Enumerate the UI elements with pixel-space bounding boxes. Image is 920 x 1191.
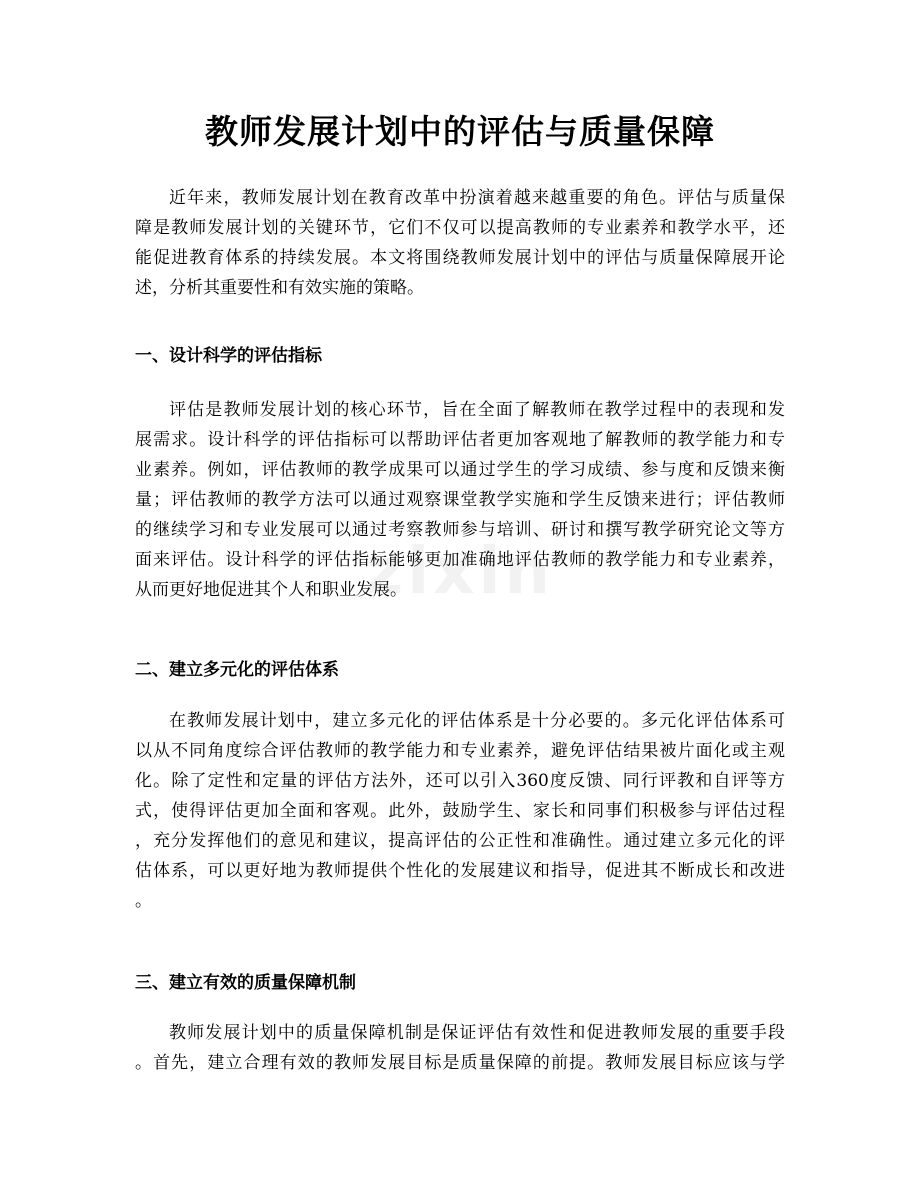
text-line: 在教师发展计划中，建立多元化的评估体系是十分必要的。多元化评估体系可: [169, 711, 785, 731]
section-heading: 二、建立多元化的评估体系: [135, 660, 339, 680]
text-line: 近年来，教师发展计划在教育改革中扮演着越来越重要的角色。评估与质量保: [169, 188, 785, 208]
document-title: 教师发展计划中的评估与质量保障: [205, 112, 715, 151]
text-line: 业素养。例如，评估教师的教学成果可以通过学生的学习成绩、参与度和反馈来衡: [135, 460, 785, 480]
text-line: 。: [135, 891, 152, 911]
text-line: 估体系，可以更好地为教师提供个性化的发展建议和指导，促进其不断成长和改进: [135, 861, 785, 881]
text-line: 展需求。设计科学的评估指标可以帮助评估者更加客观地了解教师的教学能力和专: [135, 430, 785, 450]
text-line: 化。除了定性和定量的评估方法外，还可以引入360度反馈、同行评教和自评等方: [135, 771, 785, 791]
text-line: 评估是教师发展计划的核心环节，旨在全面了解教师在教学过程中的表现和发: [169, 400, 785, 420]
watermark: zixin: [366, 535, 554, 609]
text-line: 障是教师发展计划的关键环节，它们不仅可以提高教师的专业素养和教学水平，还: [135, 218, 785, 238]
text-line: ，充分发挥他们的意见和建议，提高评估的公正性和准确性。通过建立多元化的评: [135, 831, 785, 851]
text-line: 从而更好地促进其个人和职业发展。: [135, 580, 407, 600]
section-paragraph: [135, 1018, 785, 1078]
intro-paragraph: [135, 183, 785, 303]
section-paragraph: [135, 706, 785, 916]
text-line: 式，使得评估更加全面和客观。此外，鼓励学生、家长和同事们积极参与评估过程: [135, 801, 785, 821]
text-line: 量；评估教师的教学方法可以通过观察课堂教学实施和学生反馈来进行；评估教师: [135, 490, 785, 510]
section-paragraph: [135, 395, 785, 605]
text-line: 。首先，建立合理有效的教师发展目标是质量保障的前提。教师发展目标应该与学: [135, 1053, 785, 1073]
text-line: 的继续学习和专业发展可以通过考察教师参与培训、研讨和撰写教学研究论文等方: [135, 520, 785, 540]
text-line: 以从不同角度综合评估教师的教学能力和专业素养，避免评估结果被片面化或主观: [135, 741, 785, 761]
text-line: 教师发展计划中的质量保障机制是保证评估有效性和促进教师发展的重要手段: [169, 1023, 785, 1043]
text-line: 能促进教育体系的持续发展。本文将围绕教师发展计划中的评估与质量保障展开论: [135, 248, 785, 268]
section-heading: 三、建立有效的质量保障机制: [135, 973, 356, 993]
section-heading: 一、设计科学的评估指标: [135, 346, 322, 366]
text-line: 面来评估。设计科学的评估指标能够更加准确地评估教师的教学能力和专业素养，: [135, 550, 785, 570]
text-line: 述，分析其重要性和有效实施的策略。: [135, 278, 424, 298]
